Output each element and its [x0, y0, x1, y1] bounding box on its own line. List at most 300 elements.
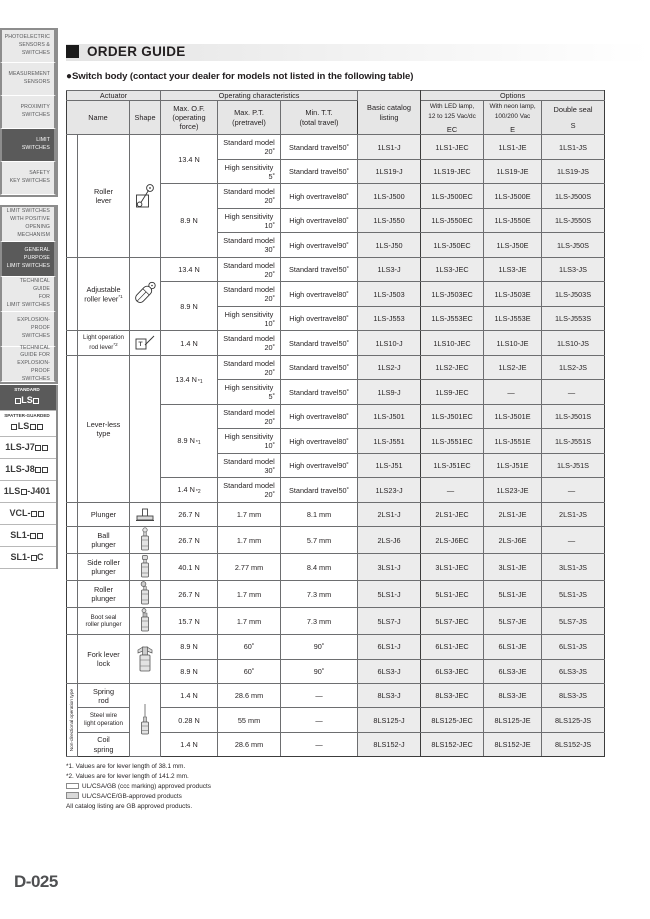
actuator-shape-cell — [130, 331, 161, 356]
actuator-name-cell: Coil spring — [78, 732, 130, 756]
sidebar-item-code: LS — [14, 394, 40, 408]
catalog-number-cell: 1LS-J550 — [358, 208, 421, 233]
sidebar-item-model-5[interactable] — [0, 503, 56, 525]
actuator-shape-cell — [130, 502, 161, 526]
actuator-shape-cell — [130, 257, 161, 331]
sidebar-item-code: SL1- C — [10, 551, 44, 562]
sidebar-item-code: 1LS-J7 — [5, 441, 49, 455]
total-travel-cell: High overtravel80˚ — [281, 208, 358, 233]
catalog-number-cell: 8LS125-JE — [484, 708, 542, 732]
catalog-number-cell: 1LS-J50 — [358, 233, 421, 258]
catalog-number-cell: 6LS1-J — [358, 635, 421, 659]
bullet-icon: ● — [66, 71, 72, 82]
header-row-1 — [67, 91, 605, 101]
catalog-number-cell: 1LS-J553S — [542, 306, 605, 331]
th-options: Options — [421, 91, 605, 101]
catalog-number-cell: 1LS3-JS — [542, 257, 605, 282]
angle-value: 5˚ — [268, 171, 276, 181]
pretravel-condition-cell: Standard model 30˚ — [218, 453, 281, 478]
actuator-name-cell: Ball plunger — [78, 527, 130, 554]
footnote-legend-2: UL/CSA/CE/GB-approved products — [66, 792, 650, 802]
catalog-number-cell: 8LS125-JEC — [421, 708, 484, 732]
sidebar-item-label: EXPLOSION-PROOF SWITCHES — [17, 317, 50, 339]
actuator-shape-cell — [130, 684, 161, 757]
row-spacer-cell — [67, 608, 78, 635]
catalog-number-cell: 1LS2-J — [358, 355, 421, 380]
catalog-number-cell: 8LS3-J — [358, 684, 421, 708]
actuator-shape-cell — [130, 554, 161, 581]
min-total-travel-cell: 5.7 mm — [281, 527, 358, 554]
total-travel-cell: High overtravel80˚ — [281, 282, 358, 307]
footnotes — [66, 762, 650, 812]
catalog-number-cell: 1LS-J501 — [358, 404, 421, 429]
catalog-number-cell: 1LS1-J — [358, 135, 421, 160]
min-total-travel-cell: — — [281, 684, 358, 708]
row-spacer-cell — [67, 554, 78, 581]
catalog-number-cell: 8LS152-JEC — [421, 732, 484, 756]
coil-spring-icon — [139, 703, 151, 737]
angle-value: 10˚ — [264, 220, 276, 230]
catalog-number-cell: 1LS-J501S — [542, 404, 605, 429]
sidebar-item-code: 1LS-J8 — [5, 463, 49, 477]
catalog-number-cell: 1LS10-JEC — [421, 331, 484, 356]
section-subtitle — [66, 71, 650, 82]
catalog-number-cell: 5LS7-JE — [484, 608, 542, 635]
row-spacer-cell — [67, 635, 78, 684]
nondirectional-group-label — [67, 684, 78, 757]
catalog-number-cell: 3LS1-J — [358, 554, 421, 581]
max-operating-force-cell: 26.7 N — [161, 502, 218, 526]
placeholder-box-icon — [21, 489, 27, 495]
pretravel-condition-cell: Standard model 20˚ — [218, 331, 281, 356]
placeholder-box-icon — [30, 533, 36, 539]
placeholder-box-icon — [37, 533, 43, 539]
placeholder-box-icon — [15, 398, 21, 404]
total-travel-cell: Standard travel50˚ — [281, 159, 358, 184]
fork-lever-lock-icon — [135, 644, 155, 674]
total-travel-cell: High overtravel80˚ — [281, 184, 358, 209]
sidebar-group-limit-switch-topics — [0, 205, 58, 384]
angle-value: 20˚ — [264, 269, 276, 279]
catalog-number-cell: 1LS9-J — [358, 380, 421, 405]
catalog-number-cell: 8LS125-JS — [542, 708, 605, 732]
catalog-number-cell: 1LS-J51EC — [421, 453, 484, 478]
catalog-number-cell: 2LS1-JE — [484, 502, 542, 526]
sidebar-item-code: SL1- — [10, 529, 44, 543]
sidebar — [0, 0, 60, 919]
total-travel-cell: High overtravel80˚ — [281, 306, 358, 331]
pretravel-condition-cell: Standard model 20˚ — [218, 282, 281, 307]
total-travel-cell: Standard travel50˚ — [281, 355, 358, 380]
pretravel-condition-cell: Standard model 20˚ — [218, 184, 281, 209]
max-pretravel-cell: 2.77 mm — [218, 554, 281, 581]
catalog-number-cell: 1LS-J551S — [542, 429, 605, 454]
max-operating-force-cell: 8.9 N — [161, 282, 218, 331]
sidebar-item-label — [14, 387, 40, 407]
sidebar-item-label: LIMIT SWITCHES — [21, 137, 50, 151]
footnote-legend-1: UL/CSA/GB (ccc marking) approved products — [66, 782, 650, 792]
catalog-number-cell: 1LS10-JS — [542, 331, 605, 356]
angle-value: 20˚ — [264, 196, 276, 206]
catalog-number-cell: 3LS1-JS — [542, 554, 605, 581]
th-max-of: Max. O.F. (operating force) — [161, 101, 218, 135]
catalog-number-cell: 5LS7-JS — [542, 608, 605, 635]
placeholder-box-icon — [31, 511, 37, 517]
sidebar-item-category-3[interactable] — [0, 129, 56, 162]
sidebar-item-topic-2[interactable] — [0, 277, 56, 312]
angle-value: 20˚ — [264, 367, 276, 377]
catalog-number-cell: 1LS10-JE — [484, 331, 542, 356]
table-row — [67, 257, 605, 282]
table-row — [67, 502, 605, 526]
catalog-number-cell: 3LS1-JEC — [421, 554, 484, 581]
section-marker-icon — [66, 45, 79, 58]
th-option-led: With LED lamp, 12 to 125 Vac/dc EC — [421, 101, 484, 135]
catalog-number-cell: 1LS-J550EC — [421, 208, 484, 233]
catalog-number-cell: 1LS-J551 — [358, 429, 421, 454]
pretravel-condition-cell: Standard model 20˚ — [218, 257, 281, 282]
total-travel-cell: Standard travel50˚ — [281, 380, 358, 405]
max-operating-force-cell: 1.4 N — [161, 732, 218, 756]
actuator-name-cell: Spring rod — [78, 684, 130, 708]
legend-swatch-white — [66, 783, 79, 790]
table-row — [67, 554, 605, 581]
th-option-neon: With neon lamp, 100/200 Vac E — [484, 101, 542, 135]
row-spacer-cell — [67, 502, 78, 526]
sidebar-group-categories — [0, 28, 58, 197]
max-operating-force-cell: 13.4 N — [161, 257, 218, 282]
max-operating-force-cell: 26.7 N — [161, 581, 218, 608]
row-spacer-cell — [67, 527, 78, 554]
table-row — [67, 635, 605, 659]
catalog-number-cell: 2LS-J6 — [358, 527, 421, 554]
min-total-travel-cell: — — [281, 708, 358, 732]
sidebar-item-topic-1[interactable] — [0, 242, 56, 277]
table-row — [67, 608, 605, 635]
row-spacer-cell — [67, 331, 78, 356]
sidebar-item-model-3[interactable] — [0, 459, 56, 481]
footnote-marker: *1 — [197, 378, 203, 385]
actuator-shape-cell — [130, 608, 161, 635]
catalog-number-cell: 5LS7-J — [358, 608, 421, 635]
footnote-marker: *1 — [195, 439, 201, 446]
min-total-travel-cell: 90˚ — [281, 635, 358, 659]
actuator-name-cell: Boot seal roller plunger — [78, 608, 130, 635]
row-spacer-cell — [67, 581, 78, 608]
catalog-number-cell: 1LS-J50S — [542, 233, 605, 258]
sidebar-item-category-2[interactable] — [0, 96, 56, 129]
section-title-bar — [66, 44, 650, 61]
max-operating-force-cell: 1.4 N*2 — [161, 478, 218, 503]
roller-lever-icon — [134, 183, 156, 209]
max-pretravel-cell: 1.7 mm — [218, 581, 281, 608]
main-content — [66, 0, 650, 812]
angle-value: 20˚ — [264, 147, 276, 157]
total-travel-cell: High overtravel90˚ — [281, 453, 358, 478]
pretravel-condition-cell: High sensitivity 5˚ — [218, 159, 281, 184]
boot-seal-roller-plunger-icon — [139, 608, 151, 634]
th-option-double-seal: Double seal S — [542, 101, 605, 135]
placeholder-box-icon — [30, 424, 36, 430]
footnote-marker: *2 — [113, 342, 118, 348]
min-total-travel-cell: — — [281, 732, 358, 756]
catalog-number-cell: 1LS-J551EC — [421, 429, 484, 454]
sidebar-item-label — [4, 413, 50, 433]
catalog-number-cell: 1LS-J551E — [484, 429, 542, 454]
sidebar-item-topic-0[interactable] — [0, 207, 56, 242]
sidebar-item-model-0[interactable] — [0, 385, 56, 411]
sidebar-item-sublabel: STANDARD — [14, 387, 40, 393]
placeholder-box-icon — [31, 555, 37, 561]
max-operating-force-cell: 8.9 N*1 — [161, 404, 218, 478]
total-travel-cell: Standard travel50˚ — [281, 257, 358, 282]
catalog-number-cell: 1LS-J500S — [542, 184, 605, 209]
catalog-number-cell: 1LS1-JS — [542, 135, 605, 160]
placeholder-box-icon — [11, 424, 17, 430]
sidebar-item-label: TECHNICAL GUIDE FOR LIMIT SWITCHES — [6, 278, 50, 308]
placeholder-box-icon — [35, 467, 41, 473]
catalog-number-cell: 1LS-J550E — [484, 208, 542, 233]
placeholder-box-icon — [42, 445, 48, 451]
catalog-number-cell: 1LS-J51 — [358, 453, 421, 478]
total-travel-cell: High overtravel80˚ — [281, 404, 358, 429]
th-shape: Shape — [130, 101, 161, 135]
max-operating-force-cell: 13.4 N — [161, 135, 218, 184]
catalog-number-cell: 3LS1-JE — [484, 554, 542, 581]
row-spacer-cell — [67, 135, 78, 258]
sidebar-item-category-0[interactable] — [0, 30, 56, 63]
nondirectional-group-label-text: Non-directional operation type — [70, 688, 75, 752]
footnote-1: *1. Values are for lever length of 38.1 mm. — [66, 763, 186, 771]
catalog-number-cell: 1LS-J51S — [542, 453, 605, 478]
row-spacer-cell — [67, 257, 78, 331]
sidebar-item-label: PHOTOELECTRIC SENSORS & SWITCHES — [4, 34, 50, 56]
catalog-number-cell: 5LS1-JS — [542, 581, 605, 608]
legend-swatch-gray — [66, 792, 79, 799]
pretravel-condition-cell: Standard model 30˚ — [218, 233, 281, 258]
total-travel-cell: High overtravel90˚ — [281, 233, 358, 258]
sidebar-item-model-7[interactable] — [0, 547, 56, 569]
sidebar-item-code: LS — [4, 420, 50, 434]
max-pretravel-cell: 28.6 mm — [218, 684, 281, 708]
angle-value: 30˚ — [264, 245, 276, 255]
max-pretravel-cell: 28.6 mm — [218, 732, 281, 756]
catalog-number-cell: — — [421, 478, 484, 503]
catalog-number-cell: 5LS1-J — [358, 581, 421, 608]
actuator-shape-cell — [130, 355, 161, 502]
actuator-shape-cell — [130, 135, 161, 258]
actuator-name-cell: Light operation rod lever$^{*2}$ — [78, 331, 130, 356]
footnote-3: All catalog listing are GB approved products. — [66, 802, 193, 810]
total-travel-cell: Standard travel50˚ — [281, 135, 358, 160]
min-total-travel-cell: 90˚ — [281, 659, 358, 683]
catalog-number-cell: 1LS19-J — [358, 159, 421, 184]
sidebar-item-code: 1LS -J401 — [3, 485, 51, 496]
sidebar-item-label: MEASUREMENT SENSORS — [8, 71, 50, 85]
pretravel-condition-cell: High sensitivity 10˚ — [218, 208, 281, 233]
max-operating-force-cell: 8.9 N — [161, 635, 218, 659]
sidebar-group-models — [0, 385, 58, 569]
th-name: Name — [67, 101, 130, 135]
catalog-number-cell: 1LS19-JS — [542, 159, 605, 184]
actuator-name-cell: Fork lever lock — [78, 635, 130, 684]
table-row — [67, 527, 605, 554]
table-row — [67, 355, 605, 380]
catalog-number-cell: 1LS-J553E — [484, 306, 542, 331]
sidebar-item-model-4[interactable] — [0, 481, 56, 503]
catalog-number-cell: 6LS1-JS — [542, 635, 605, 659]
sidebar-item-label — [10, 551, 43, 565]
catalog-number-cell: 1LS3-JEC — [421, 257, 484, 282]
placeholder-box-icon — [33, 398, 39, 404]
angle-value: 20˚ — [264, 294, 276, 304]
angle-value: 20˚ — [264, 416, 276, 426]
th-actuator: Actuator — [67, 91, 161, 101]
max-operating-force-cell: 1.4 N — [161, 684, 218, 708]
catalog-number-cell: 1LS10-J — [358, 331, 421, 356]
catalog-number-cell: 6LS3-J — [358, 659, 421, 683]
placeholder-box-icon — [38, 511, 44, 517]
catalog-number-cell: 1LS1-JE — [484, 135, 542, 160]
actuator-shape-cell — [130, 527, 161, 554]
min-total-travel-cell: 8.1 mm — [281, 502, 358, 526]
catalog-number-cell: 2LS-J6E — [484, 527, 542, 554]
catalog-number-cell: 8LS152-JS — [542, 732, 605, 756]
pretravel-condition-cell: Standard model 20˚ — [218, 478, 281, 503]
max-operating-force-cell: 0.28 N — [161, 708, 218, 732]
max-operating-force-cell: 8.9 N — [161, 184, 218, 258]
pretravel-condition-cell: Standard model 20˚ — [218, 404, 281, 429]
catalog-number-cell: 1LS2-JE — [484, 355, 542, 380]
pretravel-condition-cell: Standard model 20˚ — [218, 355, 281, 380]
max-pretravel-cell: 1.7 mm — [218, 527, 281, 554]
order-guide-table — [66, 90, 605, 757]
catalog-number-cell: 1LS-J51E — [484, 453, 542, 478]
sidebar-item-model-6[interactable] — [0, 525, 56, 547]
sidebar-item-model-1[interactable] — [0, 411, 56, 437]
actuator-name-cell: Lever-less type — [78, 355, 130, 502]
catalog-number-cell: — — [542, 380, 605, 405]
sidebar-item-label — [5, 441, 49, 455]
max-operating-force-cell: 13.4 N*1 — [161, 355, 218, 404]
pretravel-condition-cell: High sensitivity 5˚ — [218, 380, 281, 405]
catalog-number-cell: 6LS3-JE — [484, 659, 542, 683]
sidebar-item-sublabel: SPATTER-GUARDED — [4, 413, 50, 419]
catalog-number-cell: 1LS-J500 — [358, 184, 421, 209]
actuator-name-cell: Side roller plunger — [78, 554, 130, 581]
footnote-marker: *1 — [118, 293, 123, 299]
th-basic-catalog: Basic catalog listing — [358, 91, 421, 135]
catalog-number-cell: 2LS1-J — [358, 502, 421, 526]
angle-value: 10˚ — [264, 441, 276, 451]
catalog-number-cell: 1LS23-J — [358, 478, 421, 503]
max-pretravel-cell: 55 mm — [218, 708, 281, 732]
max-pretravel-cell: 60˚ — [218, 635, 281, 659]
th-min-tt: Min. T.T. (total travel) — [281, 101, 358, 135]
row-spacer-cell — [67, 355, 78, 502]
catalog-number-cell: 8LS3-JE — [484, 684, 542, 708]
table-row — [67, 684, 605, 708]
roller-plunger-icon — [139, 581, 151, 607]
angle-value: 20˚ — [264, 490, 276, 500]
th-max-pt: Max. P.T. (pretravel) — [218, 101, 281, 135]
ball-plunger-icon — [139, 527, 151, 553]
footnote-2: *2. Values are for lever length of 141.2 mm. — [66, 773, 189, 781]
catalog-number-cell: 1LS-J50EC — [421, 233, 484, 258]
actuator-name-cell: Steel wire light operation — [78, 708, 130, 732]
catalog-number-cell: 1LS-J503E — [484, 282, 542, 307]
sidebar-item-label — [4, 485, 51, 499]
actuator-name-cell: Roller lever — [78, 135, 130, 258]
max-operating-force-cell: 26.7 N — [161, 527, 218, 554]
catalog-number-cell: 1LS-J50E — [484, 233, 542, 258]
max-operating-force-cell: 40.1 N — [161, 554, 218, 581]
table-head — [67, 91, 605, 135]
sidebar-item-label — [5, 463, 49, 477]
sidebar-item-code: VCL- — [10, 507, 45, 521]
angle-value: 30˚ — [264, 465, 276, 475]
min-total-travel-cell: 7.3 mm — [281, 608, 358, 635]
adjustable-roller-lever-icon — [133, 281, 157, 307]
sidebar-item-topic-3[interactable] — [0, 312, 56, 347]
table-body — [67, 135, 605, 757]
catalog-number-cell: 1LS-J553EC — [421, 306, 484, 331]
catalog-number-cell: 1LS-J503 — [358, 282, 421, 307]
catalog-number-cell: 5LS1-JE — [484, 581, 542, 608]
catalog-number-cell: 5LS1-JEC — [421, 581, 484, 608]
catalog-number-cell: 2LS1-JS — [542, 502, 605, 526]
pretravel-condition-cell: Standard model 20˚ — [218, 135, 281, 160]
catalog-number-cell: 1LS3-JE — [484, 257, 542, 282]
page-number: D-025 — [14, 872, 58, 891]
subtitle-text: Switch body (contact your dealer for models not listed in the following table) — [71, 71, 414, 82]
catalog-number-cell: 6LS1-JE — [484, 635, 542, 659]
actuator-shape-cell — [130, 581, 161, 608]
catalog-number-cell: 1LS-J550S — [542, 208, 605, 233]
sidebar-item-topic-4[interactable] — [0, 344, 56, 382]
catalog-number-cell: 1LS-J503EC — [421, 282, 484, 307]
catalog-number-cell: 8LS125-J — [358, 708, 421, 732]
catalog-number-cell: 8LS3-JEC — [421, 684, 484, 708]
sidebar-item-model-2[interactable] — [0, 437, 56, 459]
catalog-number-cell: 8LS152-J — [358, 732, 421, 756]
angle-value: 10˚ — [264, 318, 276, 328]
catalog-number-cell: 1LS3-J — [358, 257, 421, 282]
catalog-number-cell: 5LS7-JEC — [421, 608, 484, 635]
sidebar-item-category-4[interactable] — [0, 162, 56, 195]
max-operating-force-cell: 1.4 N — [161, 331, 218, 356]
catalog-number-cell: 2LS1-JEC — [421, 502, 484, 526]
table-row — [67, 331, 605, 356]
sidebar-item-label: PROXIMITY SWITCHES — [20, 104, 50, 118]
side-roller-plunger-icon — [139, 554, 151, 580]
catalog-number-cell: 1LS-J501E — [484, 404, 542, 429]
rod-lever-icon — [134, 334, 156, 352]
max-operating-force-cell: 15.7 N — [161, 608, 218, 635]
catalog-number-cell: 1LS-J500EC — [421, 184, 484, 209]
footnote-marker: *2 — [195, 488, 201, 495]
catalog-number-cell: 6LS1-JEC — [421, 635, 484, 659]
sidebar-item-category-1[interactable] — [0, 63, 56, 96]
sidebar-item-label: SAFETY KEY SWITCHES — [9, 170, 50, 184]
catalog-number-cell: — — [542, 527, 605, 554]
placeholder-box-icon — [37, 424, 43, 430]
catalog-number-cell: 1LS23-JE — [484, 478, 542, 503]
actuator-name-cell: Roller plunger — [78, 581, 130, 608]
page-title: ORDER GUIDE — [87, 44, 186, 59]
actuator-name-cell: Adjustable roller lever$^{*1}$ — [78, 257, 130, 331]
table-row — [67, 135, 605, 160]
